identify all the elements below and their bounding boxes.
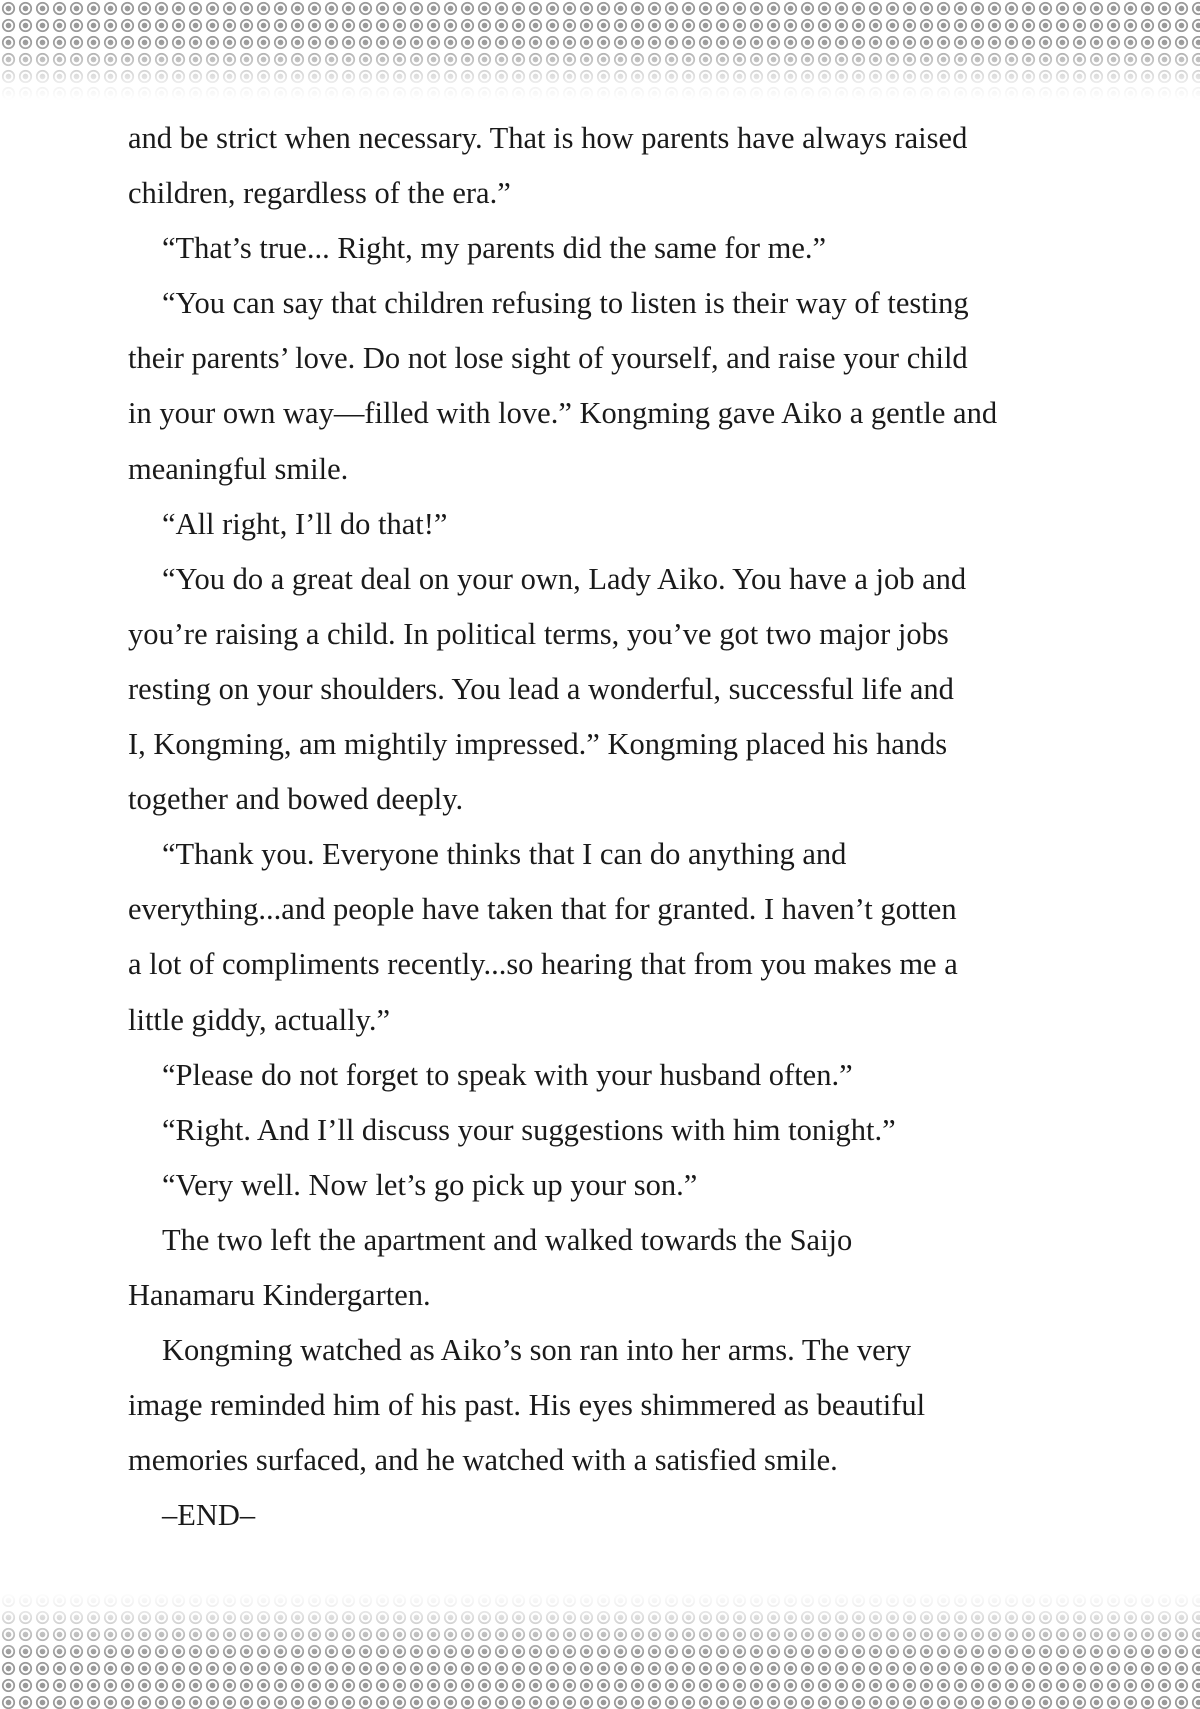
- text-line: –END–: [162, 1498, 256, 1533]
- text-line: “All right, I’ll do that!”: [162, 506, 448, 541]
- text-line: little giddy, actually.”: [128, 1002, 390, 1037]
- text-line: image reminded him of his past. His eyes shimmered as beautiful: [128, 1388, 926, 1423]
- text-line: in your own way—filled with love.” Kongming gave Aiko a gentle and: [128, 396, 998, 431]
- text-line: their parents’ love. Do not lose sight of yourself, and raise your child: [128, 341, 968, 376]
- text-line: “You do a great deal on your own, Lady Aiko. You have a job and: [162, 561, 967, 596]
- text-line: “Right. And I’ll discuss your suggestions with him tonight.”: [162, 1112, 896, 1147]
- text-line: a lot of compliments recently...so hearing that from you makes me a: [128, 947, 958, 982]
- text-line: “Very well. Now let’s go pick up your son.”: [162, 1167, 698, 1202]
- text-line: memories surfaced, and he watched with a satisfied smile.: [128, 1443, 838, 1478]
- top-decorative-pattern: [0, 0, 1200, 100]
- text-line: Hanamaru Kindergarten.: [128, 1277, 431, 1312]
- text-line: I, Kongming, am mightily impressed.” Kongming placed his hands: [128, 727, 948, 762]
- text-line: meaningful smile.: [128, 451, 349, 486]
- text-line: “You can say that children refusing to listen is their way of testing: [162, 286, 969, 321]
- page-text: [128, 111, 1128, 1543]
- text-line: The two left the apartment and walked towards the Saijo: [162, 1222, 853, 1257]
- text-line: resting on your shoulders. You lead a wonderful, successful life and: [128, 671, 954, 706]
- text-line: Kongming watched as Aiko’s son ran into her arms. The very: [162, 1333, 912, 1368]
- text-line: and be strict when necessary. That is how parents have always raised: [128, 121, 968, 155]
- text-line: you’re raising a child. In political terms, you’ve got two major jobs: [128, 616, 949, 651]
- text-line: “Please do not forget to speak with your husband often.”: [162, 1057, 853, 1092]
- text-line: everything...and people have taken that for granted. I haven’t gotten: [128, 892, 957, 927]
- text-line: children, regardless of the era.”: [128, 176, 511, 211]
- text-line: “That’s true... Right, my parents did the same for me.”: [162, 231, 827, 266]
- bottom-decorative-pattern: [0, 1592, 1200, 1709]
- text-line: together and bowed deeply.: [128, 782, 464, 817]
- text-line: “Thank you. Everyone thinks that I can do anything and: [162, 837, 847, 872]
